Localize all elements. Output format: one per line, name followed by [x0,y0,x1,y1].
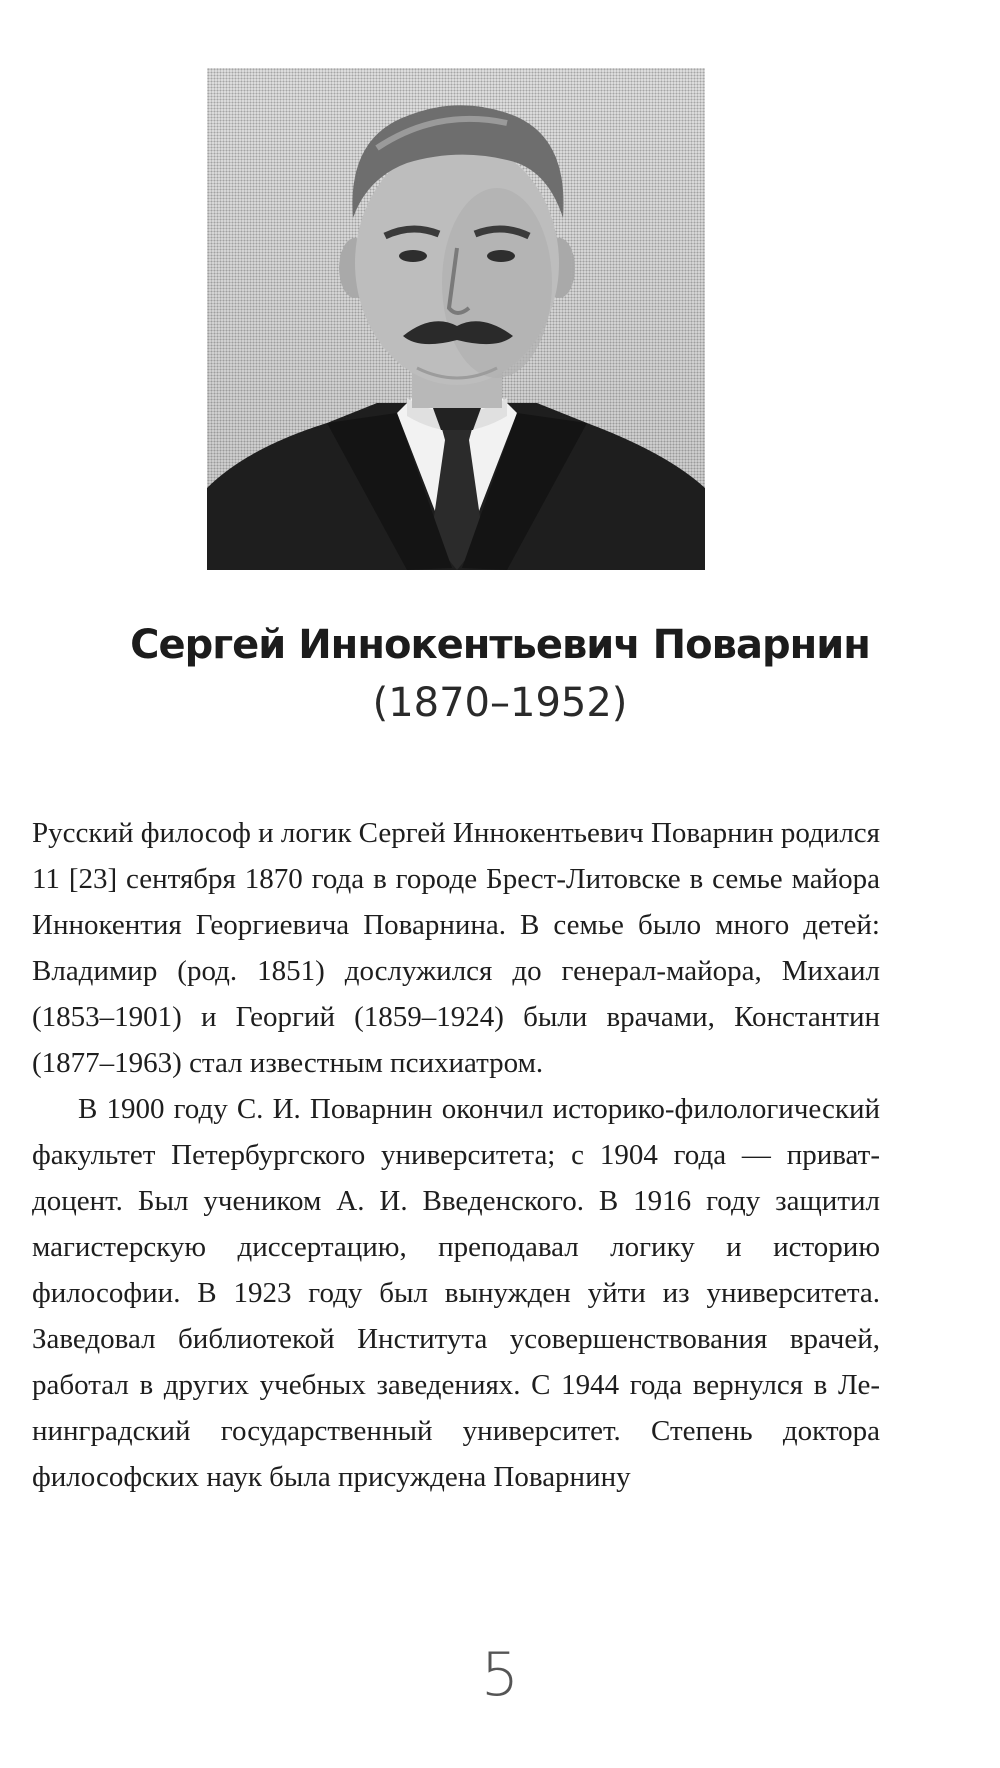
paragraph: Русский философ и логик Сергей Иннокентьевич Поварнин родился 11 [23] сентября 1870 года в городе Брест-Литовске в семье майора Иннокентия Георгиевича Поварнина. В семье было много детей: Владимир (род. 1851) дослужился до генерал-майора, Михаил (1853–1901) и Георгий (1859–1924) были врачами, Константин (1877–1963) стал известным психиатром. [32,817,880,1079]
biography-text [32,810,880,1500]
portrait-photo [207,68,705,570]
portrait-illustration [207,68,705,570]
page-title: Сергей Иннокентьевич Поварнин [130,622,870,668]
paragraph: В 1900 году С. И. Поварнин окончил историко-филологический факультет Петербургского университета; с 1904 года — приват-доцент. Был учеником А. И. Введенского. В 1916 году защитил магистерскую диссертацию, преподавал логику и историю философии. В 1923 году был вынужден уйти из университета. Заведовал библиотекой Института усовершенствования врачей, работал в других учебных заведениях. С 1944 года вернулся в Ленинградский государственный университет. Степень доктора философских наук была присуждена Поварнину [32,1093,880,1493]
life-dates: (1870–1952) [372,680,628,726]
page-number: 5 [480,1640,520,1710]
